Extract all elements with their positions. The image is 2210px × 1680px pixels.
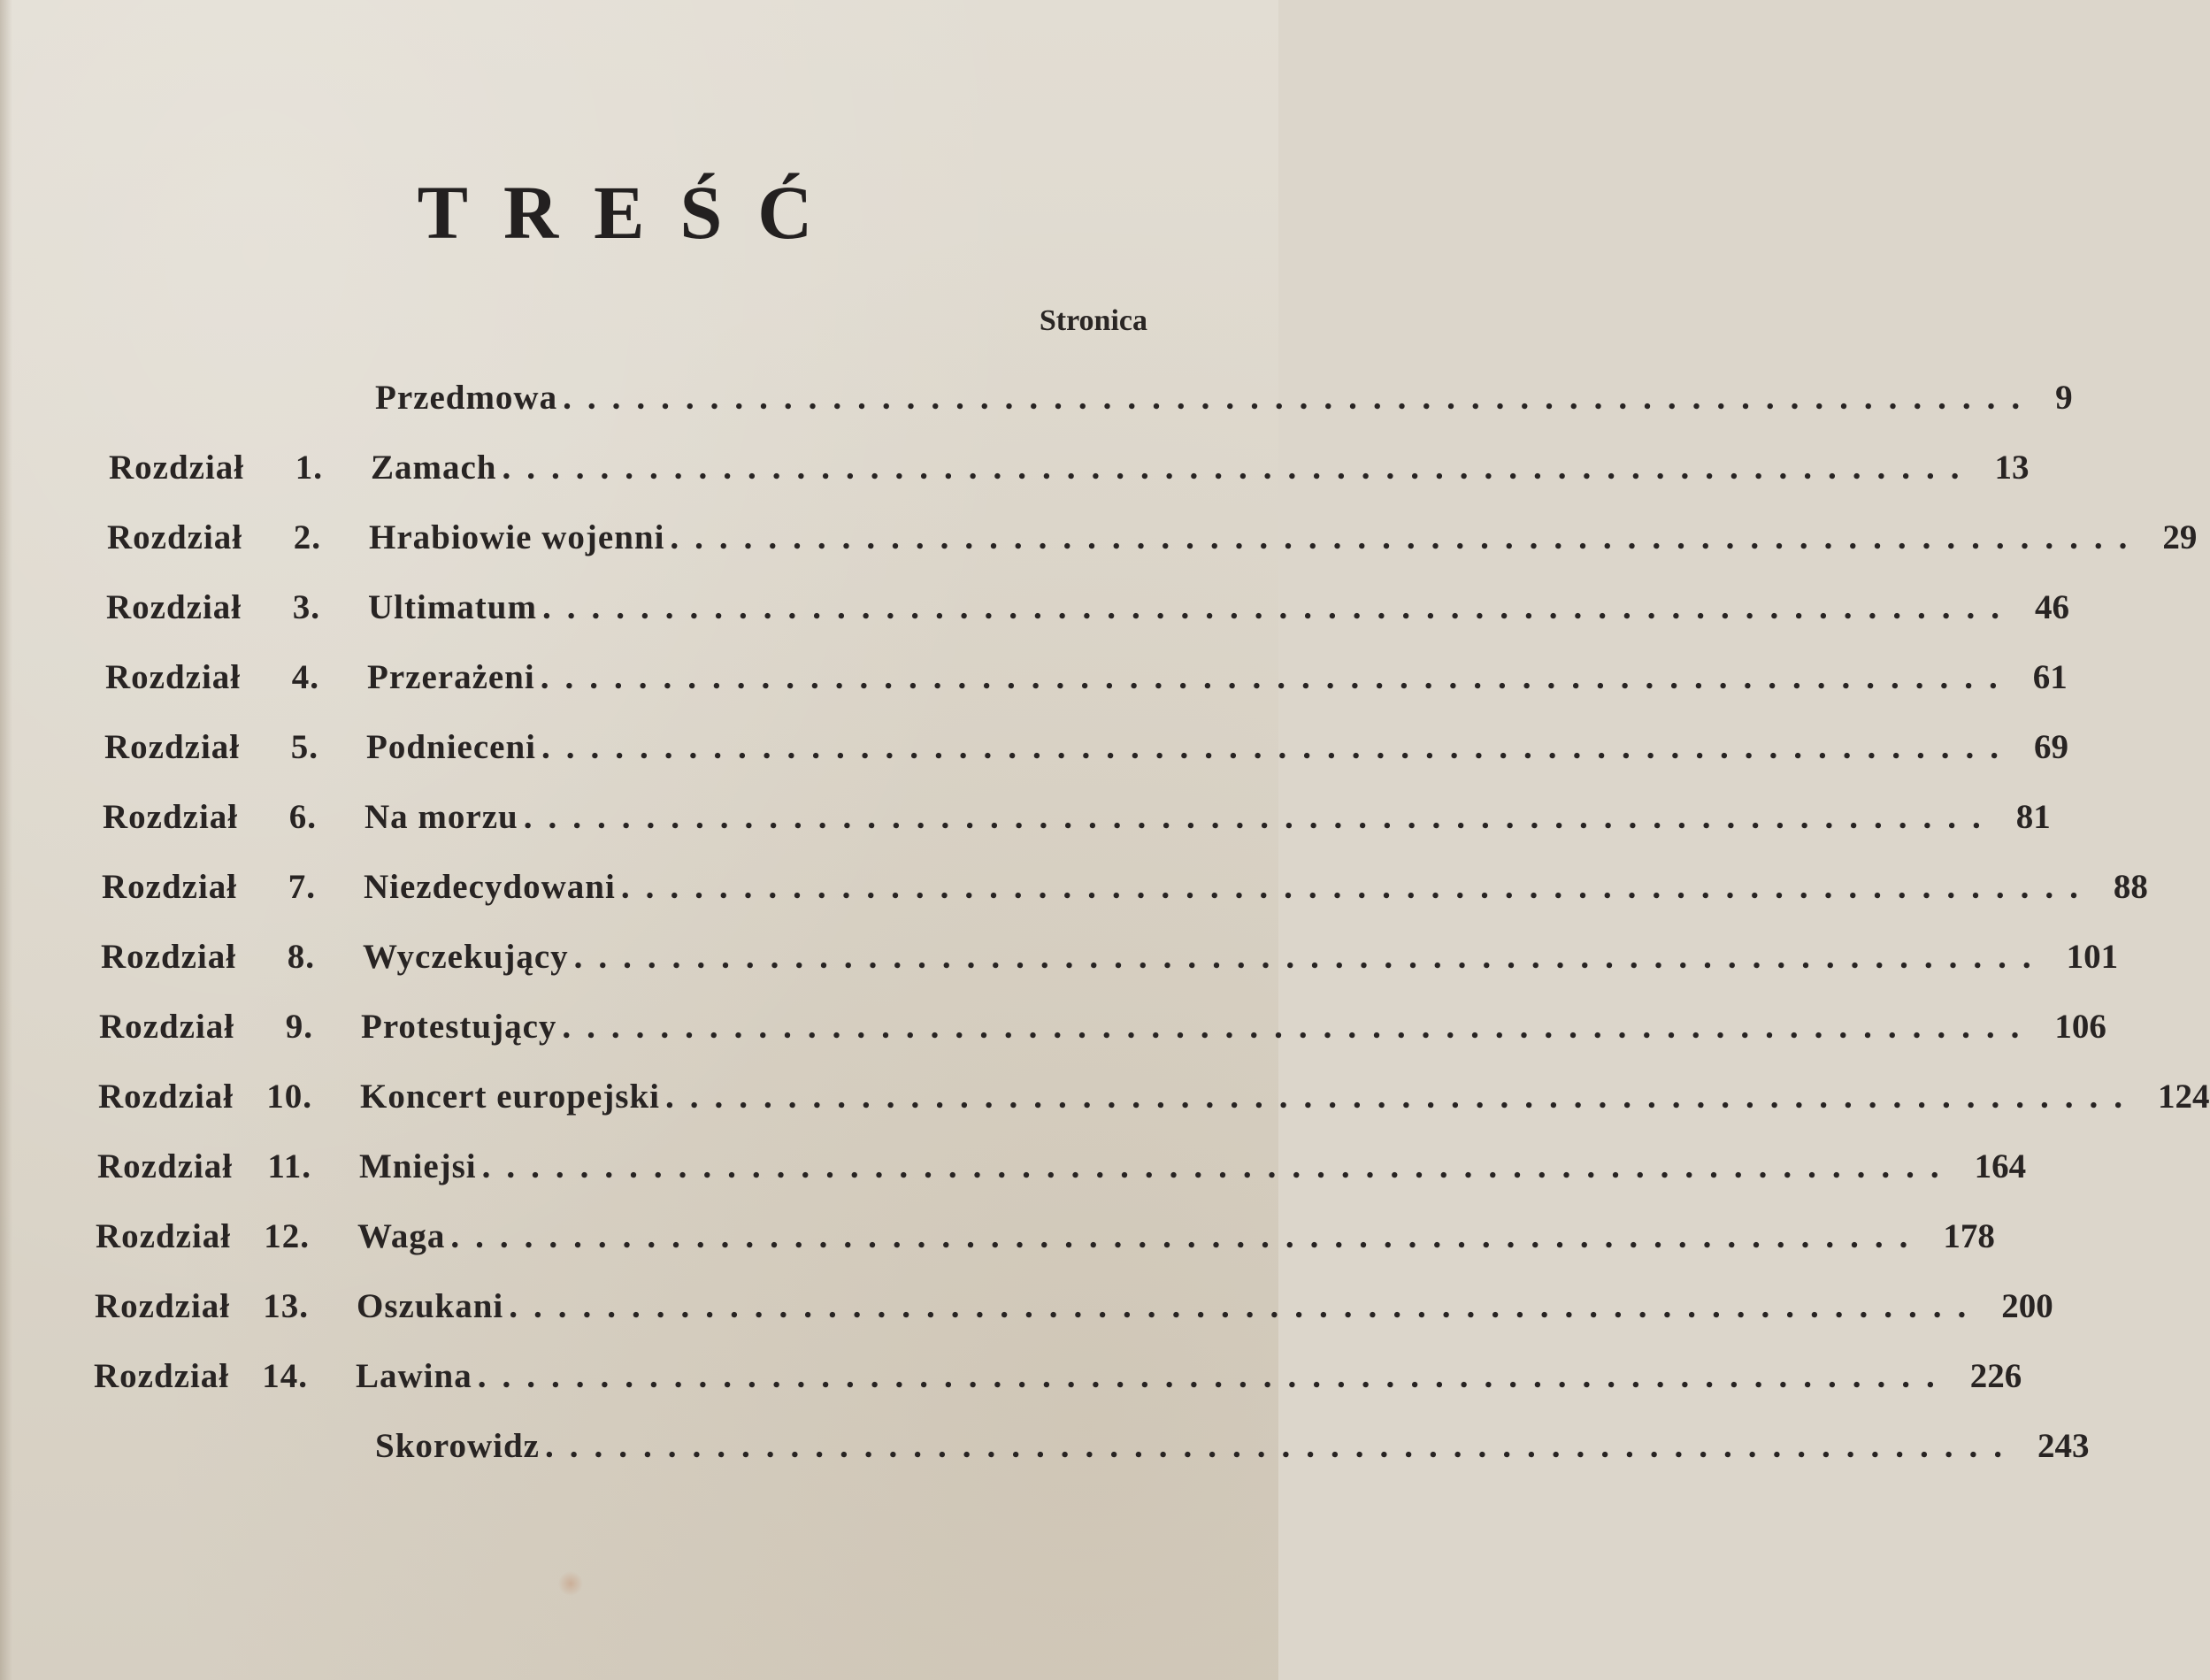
dot-leader: ............................................................ bbox=[541, 728, 2014, 766]
dot-leader: ............................................................ bbox=[450, 1217, 1924, 1255]
entry-title: Hrabiowie wojenni bbox=[369, 518, 665, 556]
page-number: 81 bbox=[2015, 798, 2051, 836]
chapter-label: Rozdział bbox=[98, 1078, 234, 1116]
toc-entry bbox=[0, 931, 2119, 984]
toc-entry-line bbox=[366, 721, 2068, 774]
toc-entry bbox=[0, 1350, 2022, 1403]
dot-leader: ............................................................ bbox=[563, 379, 2037, 417]
dot-leader: ............................................................ bbox=[540, 658, 2014, 696]
page-number: 46 bbox=[2034, 588, 2069, 626]
toc-entry bbox=[0, 372, 2073, 425]
chapter-number: 3. bbox=[292, 588, 320, 626]
toc-entry bbox=[0, 1420, 2090, 1473]
page-number: 61 bbox=[2032, 658, 2068, 696]
dot-leader: ............................................................ bbox=[620, 868, 2094, 906]
chapter-number: 8. bbox=[287, 938, 315, 976]
toc-entry bbox=[0, 651, 2068, 704]
entry-title: Mniejsi bbox=[359, 1147, 477, 1185]
chapter-label: Rozdział bbox=[97, 1147, 234, 1185]
dot-leader: ............................................................ bbox=[509, 1287, 1983, 1325]
chapter-label: Rozdział bbox=[103, 798, 239, 836]
toc-entry-line bbox=[363, 931, 2119, 984]
toc-entry bbox=[0, 581, 2069, 634]
toc-entry-line bbox=[367, 651, 2068, 704]
dot-leader: ............................................................ bbox=[523, 798, 1997, 836]
entry-title: Skorowidz bbox=[375, 1427, 540, 1465]
entry-title: Przedmowa bbox=[375, 379, 558, 417]
entry-title: Ultimatum bbox=[368, 588, 537, 626]
page-number: 200 bbox=[2001, 1287, 2053, 1325]
toc-entry-line bbox=[360, 1070, 2210, 1124]
entry-title: Na morzu bbox=[364, 798, 518, 836]
entry-title: Wyczekujący bbox=[363, 938, 569, 976]
page-number: 9 bbox=[2055, 379, 2073, 417]
toc-entry-line bbox=[364, 861, 2148, 914]
page-number: 101 bbox=[2066, 938, 2119, 976]
toc-entry-line bbox=[368, 581, 2069, 634]
entry-title: Oszukani bbox=[357, 1287, 504, 1325]
entry-title: Podnieceni bbox=[366, 728, 536, 766]
chapter-label: Rozdział bbox=[96, 1217, 232, 1255]
toc-entry-line bbox=[357, 1210, 1995, 1263]
toc-entry bbox=[0, 791, 2051, 844]
dot-leader: ............................................................ bbox=[502, 449, 1976, 487]
page-number: 29 bbox=[2162, 518, 2198, 556]
toc-entry-line bbox=[361, 1001, 2106, 1054]
page-number: 69 bbox=[2034, 728, 2068, 766]
entry-title: Lawina bbox=[356, 1357, 472, 1395]
entry-title: Zamach bbox=[371, 449, 497, 487]
chapter-number: 9. bbox=[285, 1008, 313, 1046]
chapter-number: 10. bbox=[266, 1078, 312, 1116]
chapter-label: Rozdział bbox=[105, 658, 242, 696]
chapter-number: 13. bbox=[263, 1287, 309, 1325]
toc-entry-line bbox=[356, 1350, 2022, 1403]
chapter-number: 5. bbox=[290, 728, 318, 766]
chapter-label: Rozdział bbox=[106, 588, 242, 626]
dot-leader: ............................................................ bbox=[665, 1078, 2138, 1116]
toc-entry-line bbox=[359, 1140, 2027, 1193]
chapter-label: Rozdział bbox=[104, 728, 241, 766]
toc-entry-line bbox=[375, 372, 2073, 425]
toc-entry-line bbox=[375, 1420, 2090, 1473]
chapter-label: Rozdział bbox=[101, 938, 237, 976]
chapter-label: Rozdział bbox=[95, 1287, 231, 1325]
toc-entry-line bbox=[369, 511, 2198, 564]
entry-title: Niezdecydowani bbox=[364, 868, 616, 906]
toc-entry-line bbox=[357, 1280, 2053, 1333]
toc-entry bbox=[0, 441, 2030, 495]
chapter-number: 11. bbox=[267, 1147, 311, 1185]
dot-leader: ............................................................ bbox=[573, 938, 2047, 976]
dot-leader: ............................................................ bbox=[670, 518, 2144, 556]
toc-entry bbox=[0, 861, 2148, 914]
chapter-label: Rozdział bbox=[107, 518, 243, 556]
chapter-label: Rozdział bbox=[109, 449, 245, 487]
page-column-header: Stronica bbox=[1039, 304, 1147, 337]
page-number: 243 bbox=[2037, 1427, 2090, 1465]
toc-entry bbox=[0, 511, 2198, 564]
chapter-number: 4. bbox=[291, 658, 319, 696]
toc-entry bbox=[0, 1280, 2053, 1333]
chapter-number: 1. bbox=[295, 449, 323, 487]
entry-title: Przerażeni bbox=[367, 658, 535, 696]
toc-entry bbox=[0, 721, 2068, 774]
entry-title: Waga bbox=[357, 1217, 446, 1255]
chapter-label: Rozdział bbox=[102, 868, 238, 906]
page-number: 106 bbox=[2054, 1008, 2106, 1046]
chapter-number: 2. bbox=[293, 518, 321, 556]
dot-leader: ............................................................ bbox=[545, 1427, 2018, 1465]
page-number: 164 bbox=[1974, 1147, 2027, 1185]
toc-entry bbox=[0, 1070, 2210, 1124]
dot-leader: ............................................................ bbox=[562, 1008, 2036, 1046]
page-number: 88 bbox=[2113, 868, 2148, 906]
page-number: 226 bbox=[1969, 1357, 2022, 1395]
chapter-label: Rozdział bbox=[99, 1008, 235, 1046]
dot-leader: ............................................................ bbox=[481, 1147, 1955, 1185]
toc-entry-line bbox=[364, 791, 2051, 844]
dot-leader: ............................................................ bbox=[541, 588, 2015, 626]
toc-entry bbox=[0, 1001, 2106, 1054]
entry-title: Koncert europejski bbox=[360, 1078, 660, 1116]
entry-title: Protestujący bbox=[361, 1008, 557, 1046]
chapter-number: 14. bbox=[262, 1357, 308, 1395]
chapter-number: 12. bbox=[264, 1217, 310, 1255]
page-number: 13 bbox=[1994, 449, 2030, 487]
toc-entry-line bbox=[371, 441, 2030, 495]
chapter-number: 7. bbox=[288, 868, 316, 906]
chapter-number: 6. bbox=[288, 798, 317, 836]
toc-entry bbox=[0, 1140, 2027, 1193]
dot-leader: ............................................................ bbox=[477, 1357, 1951, 1395]
page-number: 178 bbox=[1943, 1217, 1995, 1255]
page-title: TREŚĆ bbox=[417, 170, 848, 255]
chapter-label: Rozdział bbox=[94, 1357, 230, 1395]
toc-entry bbox=[0, 1210, 1995, 1263]
page-number: 124 bbox=[2158, 1078, 2210, 1116]
